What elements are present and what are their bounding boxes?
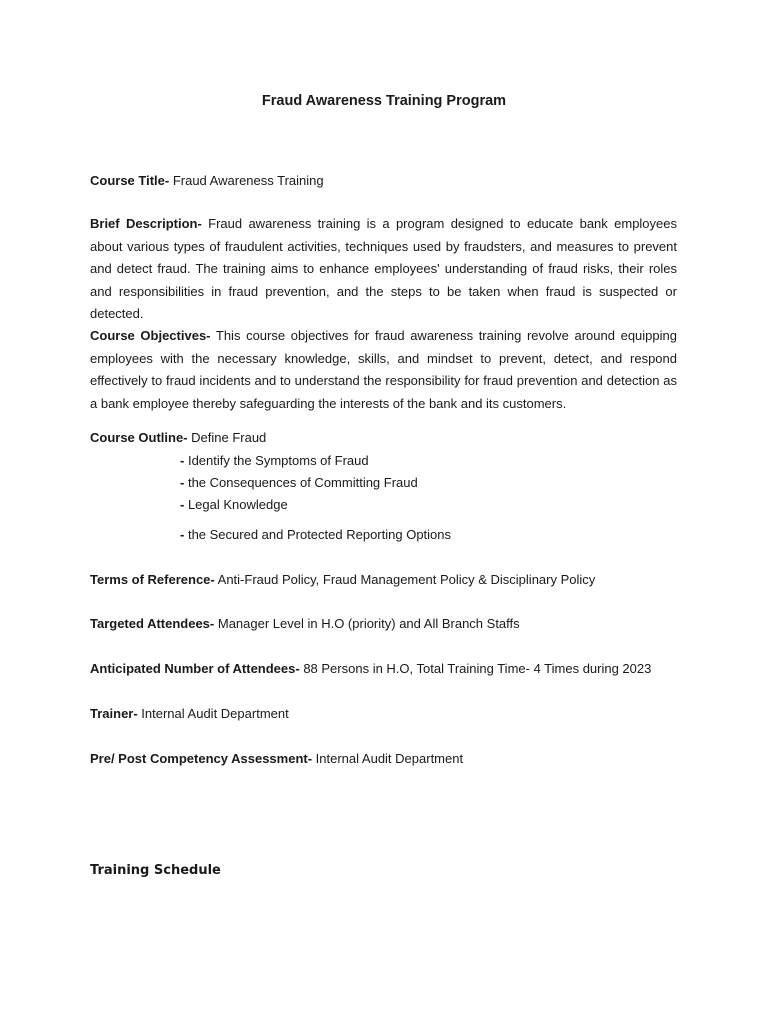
outline-item [180,497,288,512]
terms-of-reference-field [90,572,595,587]
outline-item-text: the Consequences of Committing Fraud [187,475,418,490]
bullet-dash: - [180,453,188,468]
targeted-attendees-value: Manager Level in H.O (priority) and All Branch Staffs [214,616,520,631]
bullet-dash: - [180,497,188,512]
course-objectives-paragraph [90,325,677,415]
outline-item-text: Legal Knowledge [187,497,288,512]
targeted-attendees-field [90,616,520,631]
training-schedule-heading: Training Schedule [90,863,221,878]
assessment-value: Internal Audit Department [312,751,464,766]
document-title: Fraud Awareness Training Program [261,93,507,109]
outline-item [180,453,369,468]
brief-description-label: Brief Description- [90,216,202,231]
outline-item-text: Identify the Symptoms of Fraud [187,453,369,468]
assessment-field [90,751,463,766]
trainer-label: Trainer- [90,706,138,721]
outline-item [180,475,418,490]
course-title-value: Fraud Awareness Training [169,173,324,188]
course-outline-field [90,430,266,445]
anticipated-attendees-label: Anticipated Number of Attendees- [90,661,300,676]
brief-description-paragraph [90,213,677,326]
assessment-label: Pre/ Post Competency Assessment- [90,751,313,766]
trainer-field [90,706,289,721]
trainer-value: Internal Audit Department [137,706,289,721]
targeted-attendees-label: Targeted Attendees- [90,616,215,631]
bullet-dash: - [180,527,188,542]
brief-description-text: Fraud awareness training is a program designed to educate bank employees about various types of fraudulent activities, techniques used by fraudsters, and measures to prevent and detect fraud. The training aims to enhance employees' understanding of fraud risks, their roles and responsibilities in fraud prevention, and the steps to be taken when fraud is suspected or detected. [90,216,677,321]
terms-of-reference-label: Terms of Reference- [90,572,215,587]
course-objectives-text: This course objectives for fraud awareness training revolve around equipping employees with the necessary knowledge, skills, and mindset to prevent, detect, and respond effectively to fraud incidents and to understand the responsibility for fraud prevention and detection as a bank employee thereby safeguarding the interests of the bank and its customers. [90,328,677,411]
course-outline-label: Course Outline- [90,430,188,445]
course-title-label: Course Title- [90,173,170,188]
course-outline-value: Define Fraud [187,430,267,445]
course-title-field [90,173,324,188]
bullet-dash: - [180,475,188,490]
terms-of-reference-value: Anti-Fraud Policy, Fraud Management Policy & Disciplinary Policy [214,572,596,587]
anticipated-attendees-value: 88 Persons in H.O, Total Training Time- 4 Times during 2023 [299,661,652,676]
anticipated-attendees-field [90,661,651,676]
course-objectives-label: Course Objectives- [90,328,211,343]
outline-item [180,527,451,542]
outline-item-text: the Secured and Protected Reporting Options [187,527,452,542]
